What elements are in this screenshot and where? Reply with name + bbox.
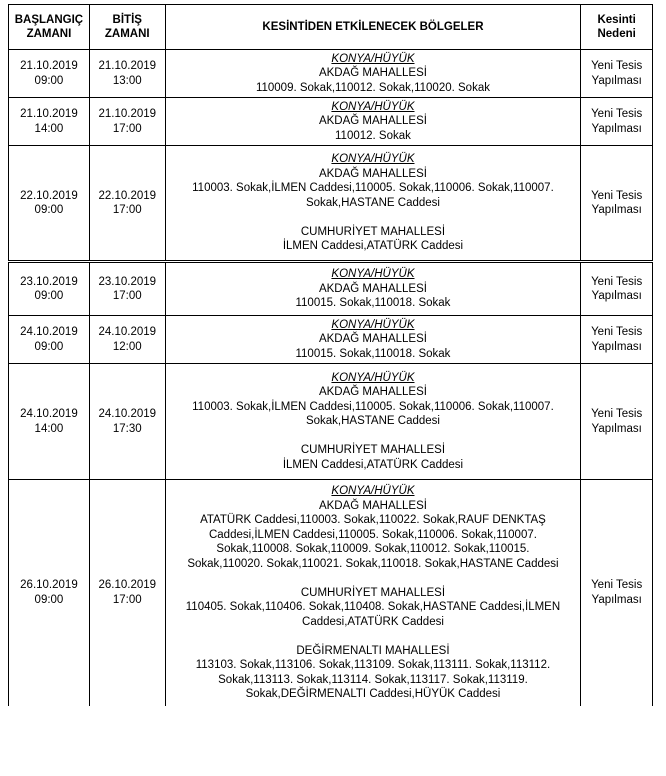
reason-line2: Yapılması [591, 204, 642, 216]
neighborhood-name: CUMHURİYET MAHALLESİ [300, 225, 446, 238]
street-list-line: Sokak,110020. Sokak,110021. Sokak,110018. Sokak,HASTANE Caddesi [187, 557, 559, 570]
reason-line1: Yeni Tesis [591, 189, 643, 202]
header-start-line1: BAŞLANGIÇ [14, 13, 84, 26]
end-time: 17:00 [112, 593, 142, 606]
end-date: 21.10.2019 [98, 60, 157, 72]
start-time: 14:00 [34, 422, 64, 435]
street-list-line: İLMEN Caddesi,ATATÜRK Caddesi [282, 458, 464, 471]
reason-line2: Yapılması [591, 74, 642, 87]
table-row [9, 50, 653, 98]
street-list-line: Sokak,113113. Sokak,113114. Sokak,113117. Sokak,113119. [218, 673, 528, 686]
reason-line2: Yapılması [591, 122, 642, 135]
street-list-line: 110003. Sokak,İLMEN Caddesi,110005. Sokak,110006. Sokak,110007. [192, 400, 554, 413]
header-regions [165, 5, 581, 50]
table-row [9, 98, 653, 146]
outage-table [8, 4, 653, 706]
end-time-cell [89, 364, 165, 480]
street-list-line: Sokak,HASTANE Caddesi [305, 196, 440, 209]
neighborhood-name: CUMHURİYET MAHALLESİ [300, 586, 446, 599]
reason-line2: Yapılması [591, 290, 642, 302]
start-time-cell [9, 98, 90, 146]
group-spacer [168, 210, 579, 225]
neighborhood-name: AKDAĞ MAHALLESİ [318, 67, 427, 80]
neighborhood-name: CUMHURİYET MAHALLESİ [300, 444, 446, 457]
start-time-cell [9, 316, 90, 364]
header-start-time [9, 5, 90, 50]
neighborhood-name: AKDAĞ MAHALLESİ [318, 333, 427, 346]
start-time: 09:00 [34, 204, 64, 216]
reason-line1: Yeni Tesis [591, 326, 643, 338]
start-time: 14:00 [34, 122, 64, 135]
reason-line1: Yeni Tesis [591, 108, 643, 120]
street-list-line: Sokak,110008. Sokak,110009. Sokak,110012. Sokak,110015. [216, 543, 530, 555]
reason-line1: Yeni Tesis [591, 60, 643, 72]
header-end-line1: BİTİŞ [112, 13, 142, 26]
end-time: 17:00 [112, 290, 142, 302]
start-time: 09:00 [34, 340, 64, 353]
street-list-line: 110012. Sokak [335, 129, 411, 142]
group-spacer [168, 571, 579, 586]
street-list-line: İLMEN Caddesi,ATATÜRK Caddesi [282, 240, 464, 253]
end-date: 24.10.2019 [98, 326, 157, 338]
neighborhood-name: DEĞİRMENALTI MAHALLESİ [296, 644, 450, 657]
region-name: KONYA/HÜYÜK [331, 371, 415, 384]
end-time: 17:30 [112, 422, 142, 435]
end-time-cell [89, 98, 165, 146]
reason-line1: Yeni Tesis [591, 275, 643, 288]
reason-cell [581, 50, 653, 98]
end-time-cell [89, 480, 165, 706]
affected-regions-cell [165, 364, 581, 480]
affected-regions-cell [165, 50, 581, 98]
header-reason [581, 5, 653, 50]
reason-line1: Yeni Tesis [591, 579, 643, 592]
end-time-cell [89, 316, 165, 364]
street-list-line: Caddesi,İLMEN Caddesi,110005. Sokak,110006. Sokak,110007. [208, 528, 537, 541]
start-time-cell [9, 364, 90, 480]
table-row [9, 364, 653, 480]
group-spacer [168, 629, 579, 644]
start-time: 09:00 [34, 593, 64, 606]
street-list-line: 110003. Sokak,İLMEN Caddesi,110005. Sokak,110006. Sokak,110007. [192, 182, 554, 195]
end-date: 26.10.2019 [98, 579, 157, 592]
end-time: 13:00 [112, 74, 142, 87]
reason-line2: Yapılması [591, 340, 642, 353]
reason-line1: Yeni Tesis [591, 408, 643, 420]
header-end-time [89, 5, 165, 50]
header-reason-line1: Kesinti [597, 13, 636, 26]
region-name: KONYA/HÜYÜK [331, 100, 415, 113]
start-time: 09:00 [34, 74, 64, 87]
table-row [9, 480, 653, 706]
neighborhood-name: AKDAĞ MAHALLESİ [318, 499, 427, 512]
start-time-cell [9, 50, 90, 98]
start-time-cell [9, 480, 90, 706]
header-regions-label: KESİNTİDEN ETKİLENECEK BÖLGELER [262, 20, 484, 33]
start-date: 21.10.2019 [20, 108, 78, 120]
region-name: KONYA/HÜYÜK [331, 485, 415, 497]
affected-regions-cell [165, 262, 581, 316]
affected-regions-cell [165, 316, 581, 364]
end-date: 23.10.2019 [98, 275, 157, 288]
reason-cell [581, 316, 653, 364]
affected-regions-cell [165, 480, 581, 706]
neighborhood-name: AKDAĞ MAHALLESİ [318, 282, 427, 295]
reason-line2: Yapılması [591, 422, 642, 435]
start-time-cell [9, 146, 90, 262]
region-name: KONYA/HÜYÜK [331, 318, 415, 331]
affected-regions-cell [165, 146, 581, 262]
street-list-line: 110405. Sokak,110406. Sokak,110408. Sokak,HASTANE Caddesi,İLMEN [185, 601, 561, 613]
end-time-cell [89, 146, 165, 262]
region-name: KONYA/HÜYÜK [331, 268, 415, 281]
table-row [9, 262, 653, 316]
street-list-line: Sokak,HASTANE Caddesi [305, 415, 440, 428]
reason-cell [581, 364, 653, 480]
street-list-line: 113103. Sokak,113106. Sokak,113109. Sokak,113111. Sokak,113112. [195, 659, 551, 671]
reason-cell [581, 480, 653, 706]
street-list-line: ATATÜRK Caddesi,110003. Sokak,110022. Sokak,RAUF DENKTAŞ [200, 514, 546, 526]
end-time: 17:00 [112, 122, 142, 135]
reason-cell [581, 262, 653, 316]
street-list-line: Sokak,DEĞİRMENALTI Caddesi,HÜYÜK Caddesi [245, 688, 501, 700]
table-header-row [9, 5, 653, 50]
region-name: KONYA/HÜYÜK [331, 153, 415, 166]
end-date: 21.10.2019 [98, 108, 157, 120]
street-list-line: 110015. Sokak,110018. Sokak [295, 347, 451, 360]
affected-regions-cell [165, 98, 581, 146]
start-date: 21.10.2019 [20, 60, 78, 72]
region-name: KONYA/HÜYÜK [331, 52, 415, 65]
street-list-line: 110009. Sokak,110012. Sokak,110020. Sokak [255, 81, 490, 94]
reason-cell [581, 146, 653, 262]
street-list-line: Caddesi,ATATÜRK Caddesi [302, 615, 444, 628]
header-reason-line2: Nedeni [597, 28, 636, 40]
start-date: 23.10.2019 [20, 275, 78, 288]
end-date: 22.10.2019 [98, 189, 157, 202]
end-time-cell [89, 262, 165, 316]
table-row [9, 146, 653, 262]
start-time: 09:00 [34, 290, 64, 302]
reason-line2: Yapılması [591, 593, 642, 606]
neighborhood-name: AKDAĞ MAHALLESİ [318, 167, 427, 180]
header-end-line2: ZAMANI [104, 28, 150, 40]
table-row [9, 316, 653, 364]
start-time-cell [9, 262, 90, 316]
end-time-cell [89, 50, 165, 98]
start-date: 26.10.2019 [20, 579, 78, 592]
start-date: 22.10.2019 [20, 189, 78, 202]
header-start-line2: ZAMANI [26, 28, 72, 40]
group-spacer [168, 429, 579, 444]
end-time: 17:00 [112, 204, 142, 216]
neighborhood-name: AKDAĞ MAHALLESİ [318, 386, 427, 399]
start-date: 24.10.2019 [20, 326, 78, 338]
street-list-line: 110015. Sokak,110018. Sokak [295, 297, 451, 310]
end-time: 12:00 [112, 340, 142, 353]
neighborhood-name: AKDAĞ MAHALLESİ [318, 115, 427, 128]
end-date: 24.10.2019 [98, 408, 157, 420]
start-date: 24.10.2019 [20, 408, 78, 420]
reason-cell [581, 98, 653, 146]
